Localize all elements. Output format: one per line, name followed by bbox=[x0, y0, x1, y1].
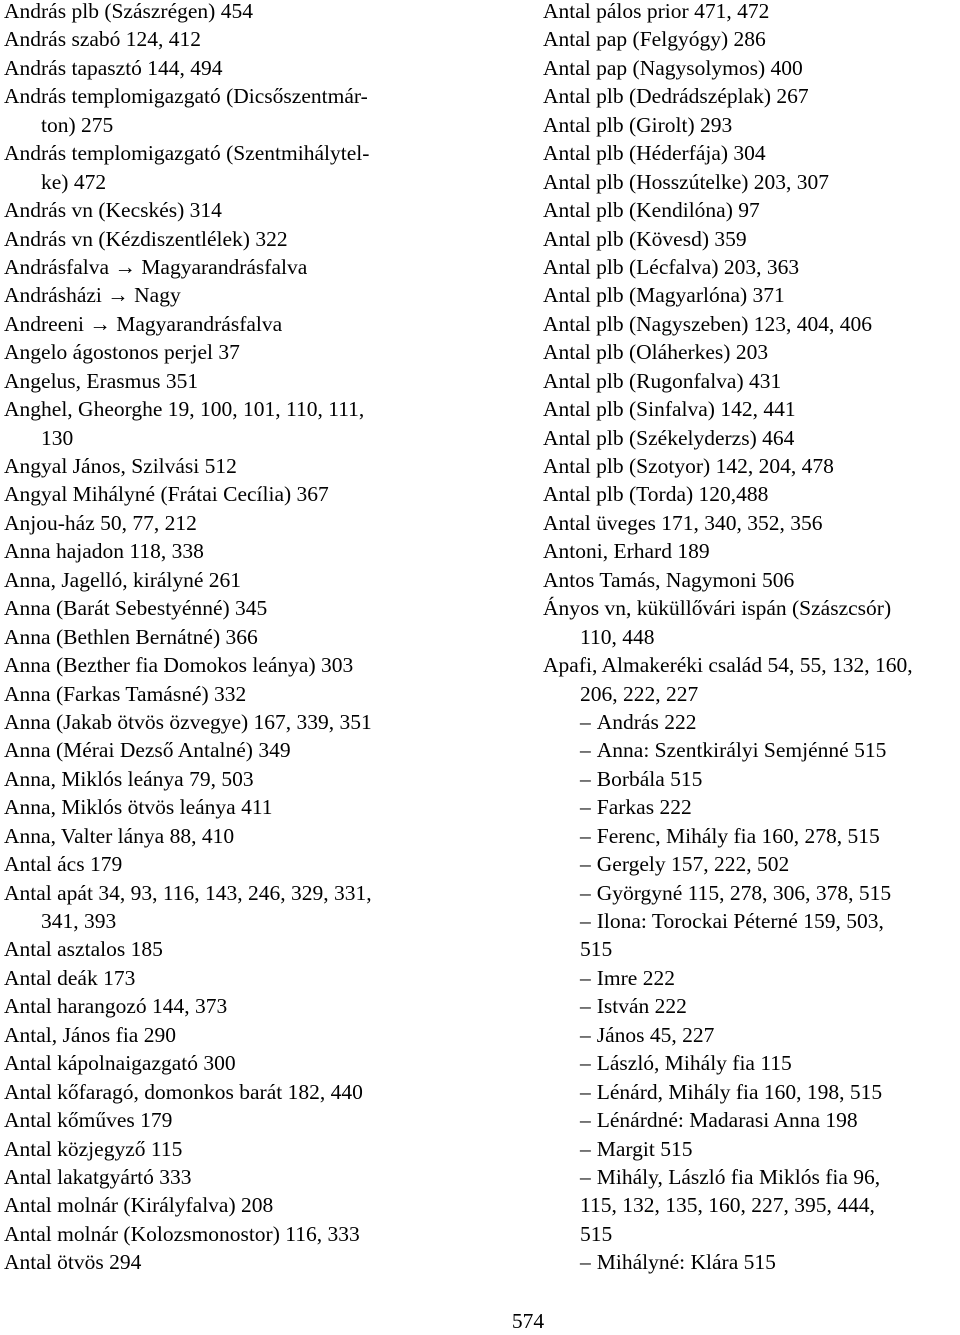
index-entry: Antal ács 179 bbox=[4, 852, 123, 877]
index-entry-continuation: ke) 472 bbox=[41, 169, 107, 194]
subentry-dash: – bbox=[580, 738, 591, 763]
index-entry: Antal plb (Girolt) 293 bbox=[543, 112, 733, 137]
index-entry: Antal plb (Dedrádszéplak) 267 bbox=[543, 84, 809, 109]
index-entry: Antal plb (Szotyor) 142, 204, 478 bbox=[543, 454, 834, 478]
index-entry: Antal asztalos 185 bbox=[4, 937, 163, 962]
index-entry: András templomigazgató (Dicsőszentmár- bbox=[4, 84, 368, 109]
index-entry: Antal apát 34, 93, 116, 143, 246, 329, 331, bbox=[4, 880, 372, 905]
index-entry: András tapasztó 144, 494 bbox=[4, 55, 223, 80]
subentry-dash: – bbox=[580, 823, 591, 848]
index-entry: Antal kőfaragó, domonkos barát 182, 440 bbox=[4, 1079, 363, 1104]
index-entry: Andrásfalva → Magyarandrásfalva bbox=[4, 254, 308, 279]
index-entry: András vn (Kézdiszentlélek) 322 bbox=[4, 226, 288, 251]
index-entry: Antos Tamás, Nagymoni 506 bbox=[543, 567, 795, 592]
index-entry: Anna (Farkas Tamásné) 332 bbox=[4, 681, 247, 706]
index-entry: Anjou-ház 50, 77, 212 bbox=[4, 510, 197, 535]
subentry-text: Margit 515 bbox=[596, 1136, 693, 1161]
subentry-text: András 222 bbox=[596, 709, 697, 734]
subentry-text: Ferenc, Mihály fia 160, 278, 515 bbox=[596, 823, 880, 848]
index-entry-continuation: 115, 132, 135, 160, 227, 395, 444, bbox=[580, 1193, 875, 1218]
index-subentry bbox=[543, 992, 960, 1020]
index-subentry bbox=[543, 736, 960, 764]
index-entry: Antal plb (Magyarlóna) 371 bbox=[543, 283, 785, 308]
index-entry-continuation: 206, 222, 227 bbox=[580, 681, 699, 706]
index-entry-continuation: 341, 393 bbox=[41, 909, 117, 933]
index-entry: Apafi, Almakeréki család 54, 55, 132, 160, bbox=[543, 653, 913, 678]
index-entry: Anghel, Gheorghe 19, 100, 101, 110, 111, bbox=[4, 397, 365, 422]
index-entry: Antal plb (Hosszútelke) 203, 307 bbox=[543, 169, 830, 194]
index-entry: Antal pap (Nagysolymos) 400 bbox=[543, 55, 803, 80]
index-entry: Antal plb (Kövesd) 359 bbox=[543, 226, 747, 251]
subentry-dash: – bbox=[580, 1136, 591, 1161]
subentry-text: Imre 222 bbox=[596, 965, 675, 990]
index-entry: András szabó 124, 412 bbox=[4, 27, 202, 52]
index-entry: Antal plb (Nagyszeben) 123, 404, 406 bbox=[543, 311, 872, 336]
index-entry: Antal pálos prior 471, 472 bbox=[543, 0, 770, 23]
index-entry: Ányos vn, küküllővári ispán (Szászcsór) bbox=[543, 596, 892, 621]
index-entry: Antal plb (Sinfalva) 142, 441 bbox=[543, 397, 796, 422]
subentry-dash: – bbox=[580, 1108, 591, 1133]
subentry-dash: – bbox=[580, 709, 591, 734]
index-entry: Antal kápolnaigazgató 300 bbox=[4, 1051, 236, 1076]
subentry-dash: – bbox=[580, 1022, 591, 1047]
subentry-dash: – bbox=[580, 909, 591, 933]
index-entry: Andrásházi → Nagy bbox=[4, 283, 181, 308]
subentry-text: János 45, 227 bbox=[596, 1022, 715, 1047]
index-entry: Antal üveges 171, 340, 352, 356 bbox=[543, 510, 823, 535]
subentry-text: Borbála 515 bbox=[596, 766, 703, 791]
index-entry: Angyal János, Szilvási 512 bbox=[4, 454, 237, 478]
index-subentry bbox=[543, 822, 960, 850]
subentry-dash: – bbox=[580, 1079, 591, 1104]
subentry-dash: – bbox=[580, 795, 591, 820]
index-subentry bbox=[543, 879, 960, 907]
subentry-text: László, Mihály fia 115 bbox=[596, 1051, 792, 1076]
index-entry: Antal kőműves 179 bbox=[4, 1108, 173, 1133]
index-entry: Antal, János fia 290 bbox=[4, 1022, 176, 1047]
index-entry-continuation: ton) 275 bbox=[41, 112, 114, 137]
index-entry: Anna (Bezther fia Domokos leánya) 303 bbox=[4, 653, 354, 678]
index-entry: Anna (Jakab ötvös özvegye) 167, 339, 351 bbox=[4, 709, 372, 734]
index-entry: Anna, Jagelló, királyné 261 bbox=[4, 567, 242, 592]
subentry-text: István 222 bbox=[596, 994, 687, 1019]
subentry-text: Gergely 157, 222, 502 bbox=[596, 852, 790, 877]
index-subentry bbox=[543, 1021, 960, 1049]
index-subentry bbox=[543, 1106, 960, 1134]
page-number: 574 bbox=[511, 1309, 545, 1333]
index-entry: Antoni, Erhard 189 bbox=[543, 539, 710, 564]
subentry-text: Lénárd, Mihály fia 160, 198, 515 bbox=[596, 1079, 883, 1104]
index-entry: Antal harangozó 144, 373 bbox=[4, 994, 228, 1019]
index-entry: András templomigazgató (Szentmihálytel- bbox=[4, 141, 370, 166]
index-entry: Antal plb (Rugonfalva) 431 bbox=[543, 368, 782, 393]
index-entry: Antal molnár (Királyfalva) 208 bbox=[4, 1193, 274, 1218]
index-entry: Antal pap (Felgyógy) 286 bbox=[543, 27, 766, 52]
index-entry: András plb (Szászrégen) 454 bbox=[4, 0, 253, 23]
left-index-column bbox=[4, 0, 444, 1277]
index-entry: Angelo ágostonos perjel 37 bbox=[4, 340, 240, 365]
subentry-text: Lénárdné: Madarasi Anna 198 bbox=[596, 1108, 858, 1133]
subentry-text: Györgyné 115, 278, 306, 378, 515 bbox=[596, 880, 892, 905]
index-entry: Antal ötvös 294 bbox=[4, 1250, 142, 1275]
index-subentry bbox=[543, 907, 960, 935]
subentry-dash: – bbox=[580, 965, 591, 990]
index-subentry bbox=[543, 765, 960, 793]
index-entry: Anna (Barát Sebestyénné) 345 bbox=[4, 596, 268, 621]
index-subentry bbox=[543, 1248, 960, 1276]
subentry-dash: – bbox=[580, 1250, 591, 1275]
index-entry-continuation: 130 bbox=[41, 425, 74, 450]
subentry-text: Anna: Szentkirályi Semjénné 515 bbox=[596, 738, 887, 763]
subentry-dash: – bbox=[580, 852, 591, 877]
index-entry: Antal plb (Oláherkes) 203 bbox=[543, 340, 769, 365]
subentry-dash: – bbox=[580, 1164, 591, 1189]
index-entry: András vn (Kecskés) 314 bbox=[4, 198, 222, 223]
index-entry-continuation: 110, 448 bbox=[580, 624, 655, 649]
index-entry: Antal lakatgyártó 333 bbox=[4, 1164, 192, 1189]
index-entry: Antal plb (Kendilóna) 97 bbox=[543, 198, 760, 223]
index-entry: Anna, Valter lánya 88, 410 bbox=[4, 823, 235, 848]
index-entry: Antal plb (Torda) 120,488 bbox=[543, 482, 769, 507]
index-entry: Anna (Bethlen Bernátné) 366 bbox=[4, 624, 258, 649]
index-entry: Anna (Mérai Dezső Antalné) 349 bbox=[4, 738, 291, 763]
subentry-text: Mihályné: Klára 515 bbox=[596, 1250, 776, 1275]
index-entry-continuation: 515 bbox=[580, 1221, 613, 1246]
subentry-dash: – bbox=[580, 766, 591, 791]
index-entry: Angelus, Erasmus 351 bbox=[4, 368, 199, 393]
subentry-text: Farkas 222 bbox=[596, 795, 692, 820]
index-entry-continuation: 515 bbox=[580, 937, 613, 962]
subentry-dash: – bbox=[580, 1051, 591, 1076]
index-entry: Antal plb (Székelyderzs) 464 bbox=[543, 425, 795, 450]
index-entry: Antal plb (Lécfalva) 203, 363 bbox=[543, 254, 800, 279]
index-subentry bbox=[543, 1135, 960, 1163]
index-entry: Andreeni → Magyarandrásfalva bbox=[4, 311, 283, 336]
index-entry: Anna, Miklós ötvös leánya 411 bbox=[4, 795, 273, 820]
index-entry: Antal deák 173 bbox=[4, 965, 136, 990]
index-entry: Antal plb (Héderfája) 304 bbox=[543, 141, 766, 166]
index-subentry bbox=[543, 793, 960, 821]
subentry-text: Mihály, László fia Miklós fia 96, bbox=[596, 1164, 881, 1189]
index-entry: Anna, Miklós leánya 79, 503 bbox=[4, 766, 254, 791]
index-entry: Angyal Mihályné (Frátai Cecília) 367 bbox=[4, 482, 329, 507]
subentry-dash: – bbox=[580, 994, 591, 1019]
index-subentry bbox=[543, 708, 960, 736]
index-subentry bbox=[543, 1163, 960, 1191]
index-entry: Antal molnár (Kolozsmonostor) 116, 333 bbox=[4, 1221, 360, 1246]
index-entry: Anna hajadon 118, 338 bbox=[4, 539, 204, 564]
subentry-dash: – bbox=[580, 880, 591, 905]
index-subentry bbox=[543, 1078, 960, 1106]
index-subentry bbox=[543, 964, 960, 992]
subentry-text: Ilona: Torockai Péterné 159, 503, bbox=[596, 909, 884, 933]
index-subentry bbox=[543, 850, 960, 878]
right-index-column bbox=[543, 0, 960, 1277]
index-entry: Antal közjegyző 115 bbox=[4, 1136, 183, 1161]
index-subentry bbox=[543, 1049, 960, 1077]
